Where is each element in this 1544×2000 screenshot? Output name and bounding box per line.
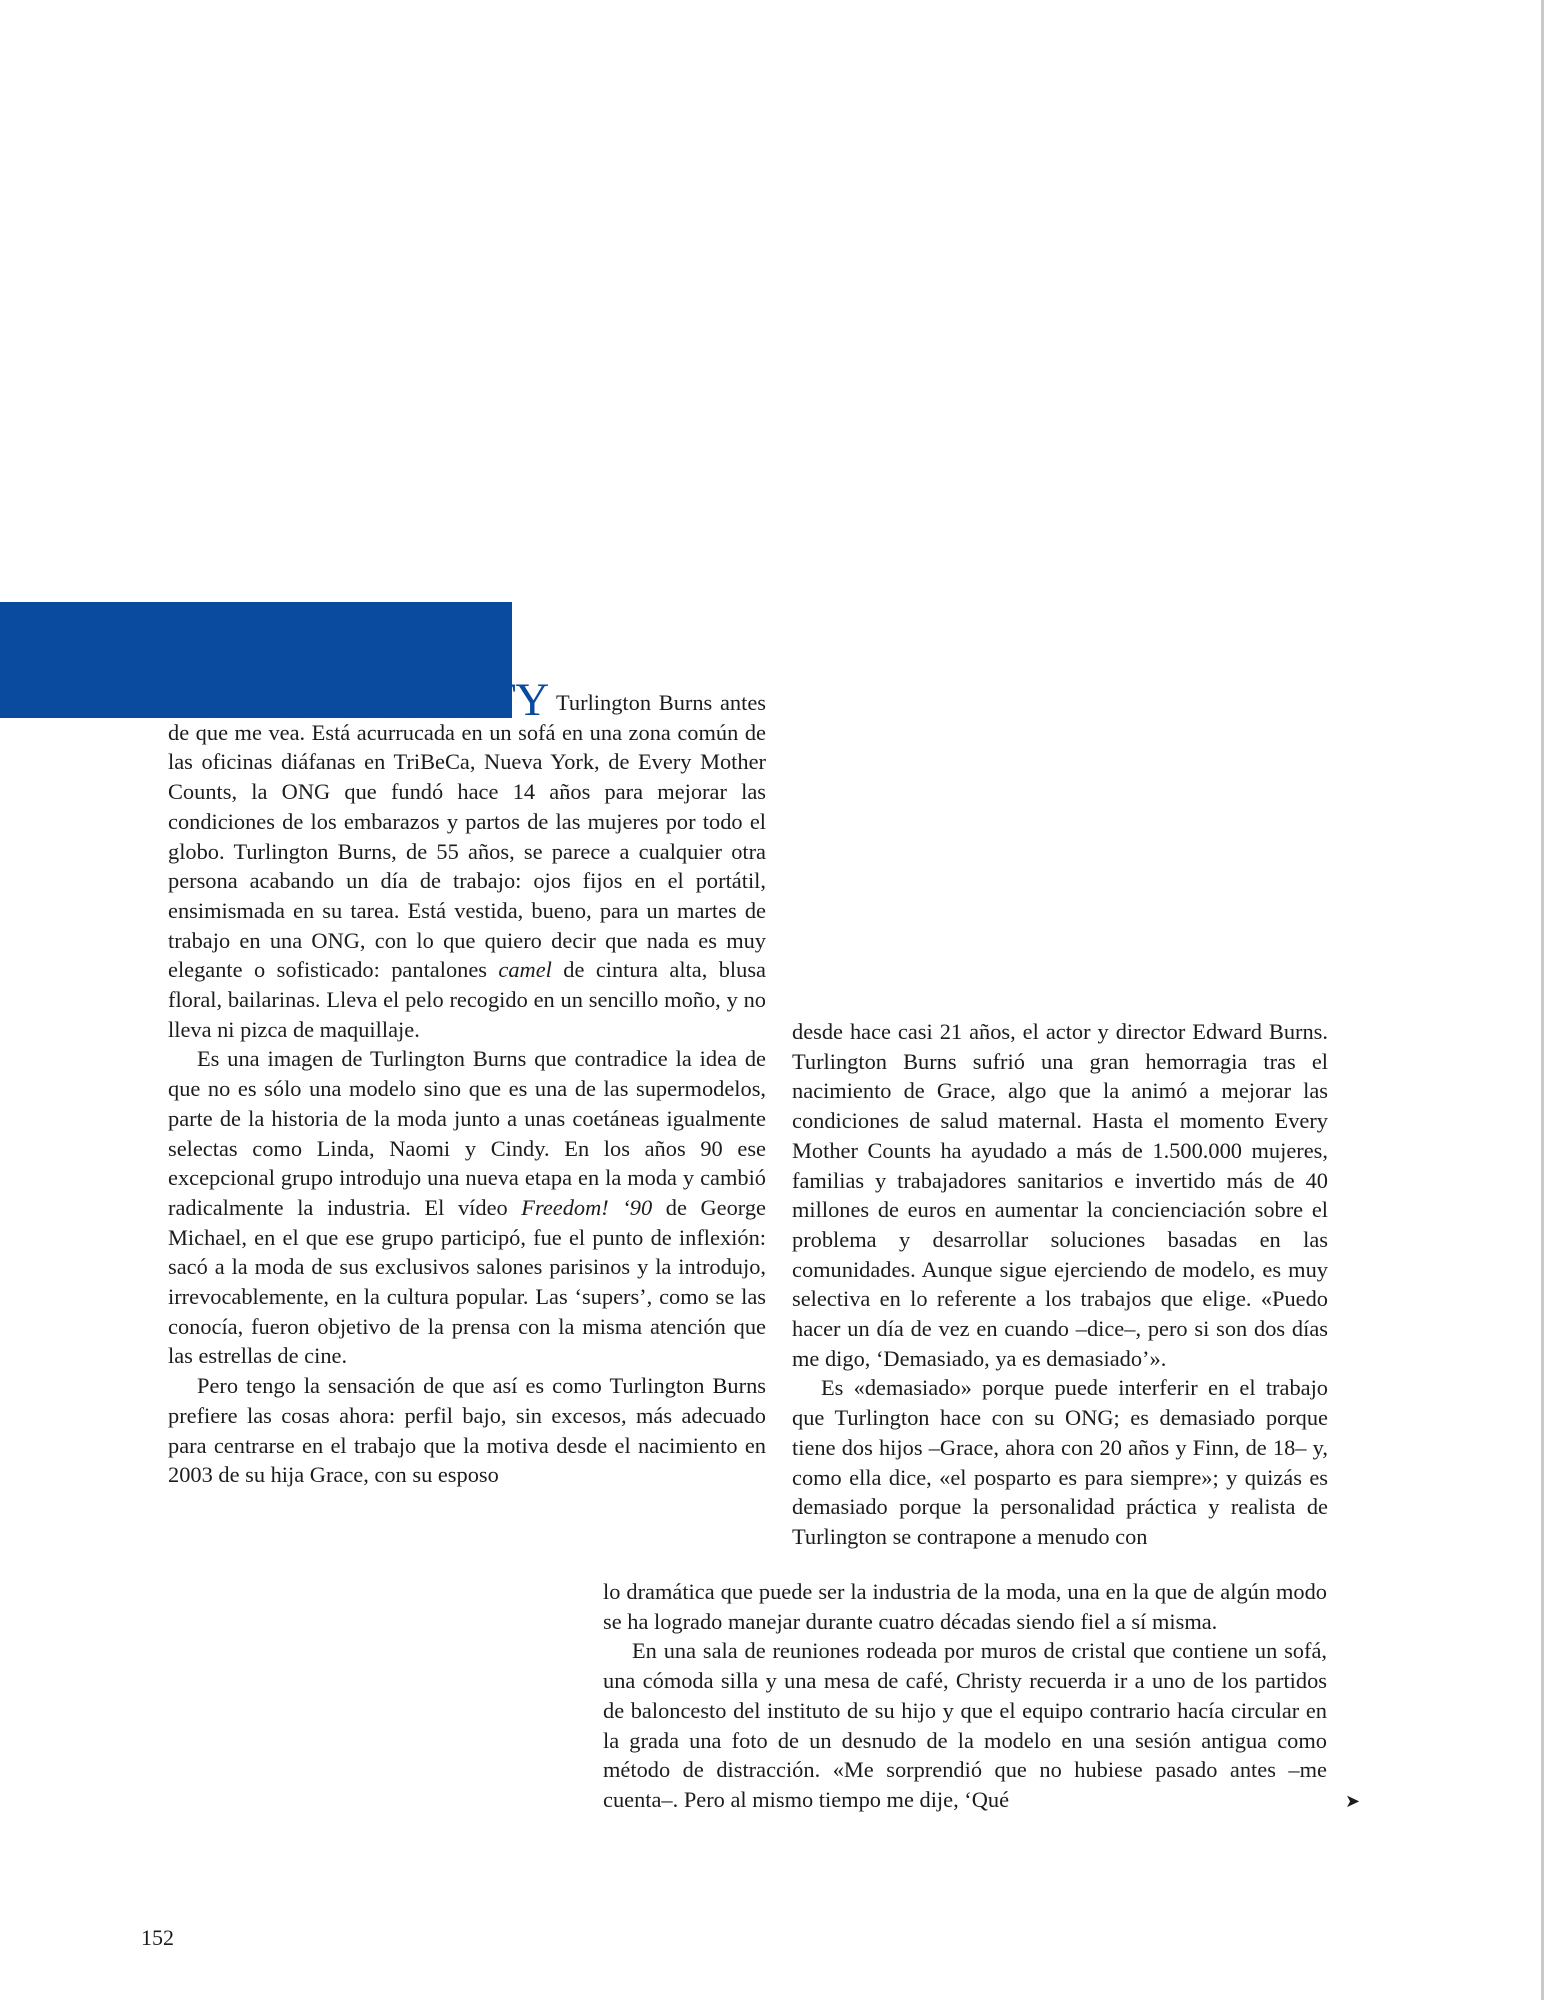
article-column-3 (603, 1577, 1327, 1815)
paragraph-2 (168, 1044, 766, 1371)
article-column-1 (168, 674, 766, 1490)
lead-text: Turlington Burns antes de que me vea. Está acurrucada en un sofá en una zona común de las oficinas diáfanas en TriBeCa, Nueva York, de Every Mother Counts, la ONG que fundó hace 14 años para mejorar las condiciones de los embarazos y partos de las mujeres por todo el globo. Turlington Burns, de 55 años, se parece a cualquier otra persona acabando un día de trabajo: ojos fijos en el portátil, ensimismada en su tarea. Está vestida, bueno, para un martes de trabajo en una ONG, con lo que quiero decir que nada es muy elegante o sofisticado: pantalones (168, 690, 766, 983)
column-2-paragraph-1: desde hace casi 21 años, el actor y director Edward Burns. Turlington Burns sufrió una gran hemorragia tras el nacimiento de Grace, algo que la animó a mejorar las condiciones de salud maternal. Hasta el momento Every Mother Counts ha ayudado a más de 1.500.000 mujeres, familias y trabajadores sanitarios e invertido más de 40 millones de euros en aumentar la concienciación sobre el problema y desarrollar soluciones basadas en las comunidades. Aunque sigue ejerciendo de modelo, es muy selectiva en lo referente a los trabajos que elige. «Puedo hacer un día de vez en cuando –dice–, pero si son dos días me digo, ‘Demasiado, ya es demasiado’». (792, 1019, 1328, 1371)
paragraph-3: Pero tengo la sensación de que así es como Turlington Burns prefiere las cosas ahora: perfil bajo, sin excesos, más adecuado para centrarse en el trabajo que la motiva desde el nacimiento en 2003 de su hija Grace, con su esposo (168, 1373, 766, 1488)
column-3-paragraph-2: En una sala de reuniones rodeada por muros de cristal que contiene un sofá, una cómoda silla y una mesa de café, Christy recuerda ir a uno de los partidos de baloncesto del instituto de su hijo y que el equipo contrario hacía circular en la grada una foto de un desnudo de la modelo en una sesión antigua como método de distracción. «Me sorprendió que no hubiese pasado antes –me cuenta–. Pero al mismo tiempo me dije, ‘Qué (603, 1638, 1327, 1812)
article-column-2 (792, 1017, 1328, 1552)
lead-tail: de cintura alta, blusa floral, bailarinas. Lleva el pelo recogido en un sencillo moño, y no lleva ni pizca de maquillaje. (168, 957, 766, 1042)
arrow-right-icon: ➤ (1345, 1791, 1361, 1812)
lead-italic: camel (498, 957, 552, 983)
paragraph-2-text-a: Es una imagen de Turlington Burns que contradice la idea de que no es sólo una modelo sino que es una de las supermodelos, parte de la historia de la moda junto a unas coetáneas igualmente selectas como Linda, Naomi y Cindy. En los años 90 ese excepcional grupo introdujo una nueva etapa en la moda y cambió radicalmente la industria. El vídeo (168, 1046, 766, 1220)
lead-paragraph (168, 674, 766, 1044)
column-2-paragraph-2: Es «demasiado» porque puede interferir en el trabajo que Turlington hace con su ONG; es demasiado porque tiene dos hijos –Grace, ahora con 20 años y Finn, de 18– y, como ella dice, «el posparto es para siempre»; y quizás es demasiado porque la personalidad práctica y realista de Turlington se contrapone a menudo con (792, 1375, 1328, 1549)
column-3-paragraph-1: lo dramática que puede ser la industria de la moda, una en la que de algún modo se ha logrado manejar durante cuatro décadas siendo fiel a sí misma. (603, 1579, 1327, 1634)
video-title-italic: Freedom! ‘90 (521, 1194, 653, 1220)
paragraph-2-text-b: de George Michael, en el que ese grupo participó, fue el punto de inflexión: sacó a la moda de sus exclusivos salones parisinos y la introdujo, irrevocablemente, en la cultura popular. Las ‘supers’, como se las conocía, fueron objetivo de la prensa con la misma atención que las estrellas de cine. (168, 1194, 766, 1369)
page-number: 152 (141, 1925, 174, 1950)
lead-caps: ESPÍO A CHRISTY (168, 674, 549, 726)
